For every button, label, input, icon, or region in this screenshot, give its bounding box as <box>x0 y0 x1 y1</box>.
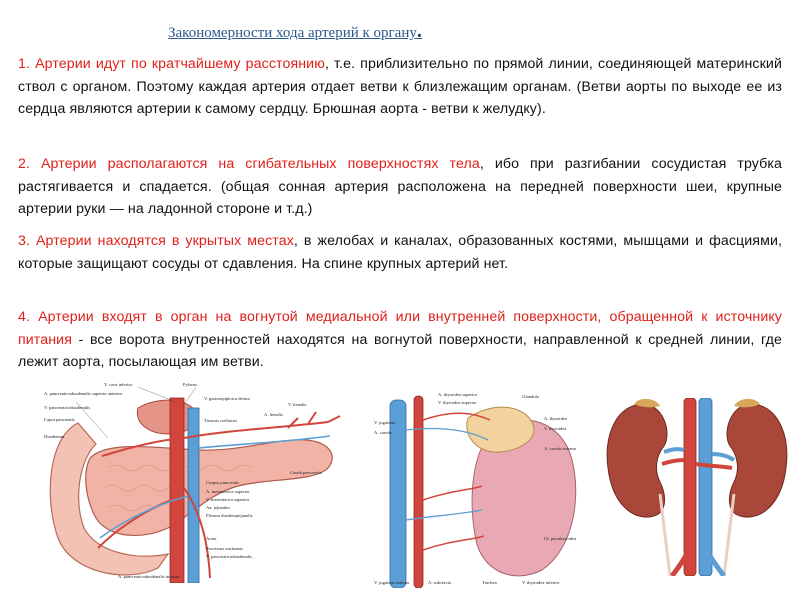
label-caput: Caput pancreatis <box>44 417 75 422</box>
label-flex: Flexura duodenojejunalis <box>206 513 253 518</box>
label-alien: A. lienalis <box>264 412 283 417</box>
label-thyroid-7: V. thyroidea <box>544 426 567 431</box>
label-trunk: Truncus coeliacus <box>204 418 238 423</box>
label-cauda: Cauda pancreatis <box>290 470 322 475</box>
thyroid-illustration <box>372 390 584 588</box>
paragraph-1 <box>18 53 782 121</box>
label-proc: Processus uncinatus <box>206 546 243 551</box>
paragraph-3-lead: 3. Артерии находятся в укрытых местах <box>18 233 294 249</box>
right-kidney-shape <box>727 404 787 517</box>
ureters <box>660 494 734 576</box>
thyroid-svg <box>372 390 584 588</box>
label-ams: A. mesenterica superior <box>206 489 250 494</box>
paragraph-2-lead: 2. Артерии располагаются на сгибательных поверхностях тела <box>18 156 480 172</box>
paragraph-4-text: - все ворота внутренностей находятся на вогнутой поверхности, направленной к средней линии, где лежит аорта, посылающая им ветви. <box>18 331 782 371</box>
aorta-shape <box>170 398 184 583</box>
label-thyroid-4: V. jugularis <box>374 420 396 425</box>
paragraph-3 <box>18 230 782 275</box>
label-vms: V. mesenterica superior <box>206 497 250 502</box>
paragraph-2-text: , ибо при разгибании сосудистая трубка растягивается и спадается. (общая сонная артерия расположена на передней поверхности шеи, крупные артерии руки — на ладонной стороне и т.д.) <box>18 156 782 218</box>
label-vpdi: V. pancreaticoduodenalis <box>206 554 253 559</box>
label-corpus: Corpus pancreatis <box>206 480 240 485</box>
pancreas-svg <box>38 378 358 583</box>
paragraph-1-lead: 1. Артерии идут по кратчайшему расстоянию <box>18 56 325 72</box>
label-duodenum: Duodenum <box>44 434 65 439</box>
label-thyroid-12: Trachea <box>482 580 497 585</box>
pancreas-body-shape <box>86 440 332 536</box>
paragraph-3-text: , в желобах и каналах, образованных костями, мышцами и фасциями, которые защищают сосуды от сдавления. На спине крупных артерий нет. <box>18 233 783 272</box>
label-thyroid-1: A. thyroidea superior <box>438 392 478 397</box>
carotid-artery-shape <box>414 396 423 588</box>
label-thyroid-10: V. jugularis interna <box>374 580 409 585</box>
renal-vessels <box>662 449 734 468</box>
kidneys-illustration <box>604 398 790 576</box>
pancreas-illustration <box>38 378 358 583</box>
label-thyroid-8: A. carotis interna <box>544 446 576 451</box>
slide-title: Закономерности хода артерий к органу. <box>168 20 422 42</box>
paragraph-2 <box>18 153 782 221</box>
label-thyroid-5: A. carotis <box>374 430 392 435</box>
paragraph-4 <box>18 306 782 374</box>
label-apdi: A. pancreaticoduodenalis inferior <box>118 574 180 579</box>
jugular-vein-shape <box>390 400 406 588</box>
label-vci: V. cava inferior <box>104 382 133 387</box>
label-thyroid-6: A. thyroidea <box>544 416 567 421</box>
label-jej: Aa. jejunales <box>206 505 230 510</box>
label-aorta: Aorta <box>206 536 217 541</box>
iliac-vessels <box>672 548 724 576</box>
label-vlien: V. lienalis <box>288 402 307 407</box>
label-thyroid-9: Gl. parathyroidea <box>544 536 577 541</box>
paragraph-1-text: , т.е. приблизительно по прямой линии, соединяющей материнский ствол с органом. Поэтому каждая артерия отдает ветви к близлежащим органам. (Ветви аорты по выходе ее из сердца являются артерии к самому сердцу. Брюшная аорта - ветви к желудку). <box>18 56 782 118</box>
label-thyroid-2: V. thyroidea superior <box>438 400 477 405</box>
kidneys-svg <box>604 398 790 576</box>
label-thyroid-13: V. thyroidea inferior <box>522 580 560 585</box>
label-thyroid-11: A. subclavia <box>428 580 451 585</box>
label-pdsa: A. pancreaticoduodenalis superior anterior <box>44 391 123 396</box>
label-vpd: V. pancreaticoduodenalis <box>44 405 91 410</box>
label-pylorus: Pylorus <box>183 382 198 387</box>
label-thyroid-3: Glandula <box>522 394 539 399</box>
left-kidney-shape <box>607 404 667 517</box>
label-vge: V. gastroepiploica dextra <box>204 396 250 401</box>
paragraph-4-lead: 4. Артерии входят в орган на вогнутой медиальной или внутренней поверхности, обращенной к источнику питания <box>18 309 782 348</box>
